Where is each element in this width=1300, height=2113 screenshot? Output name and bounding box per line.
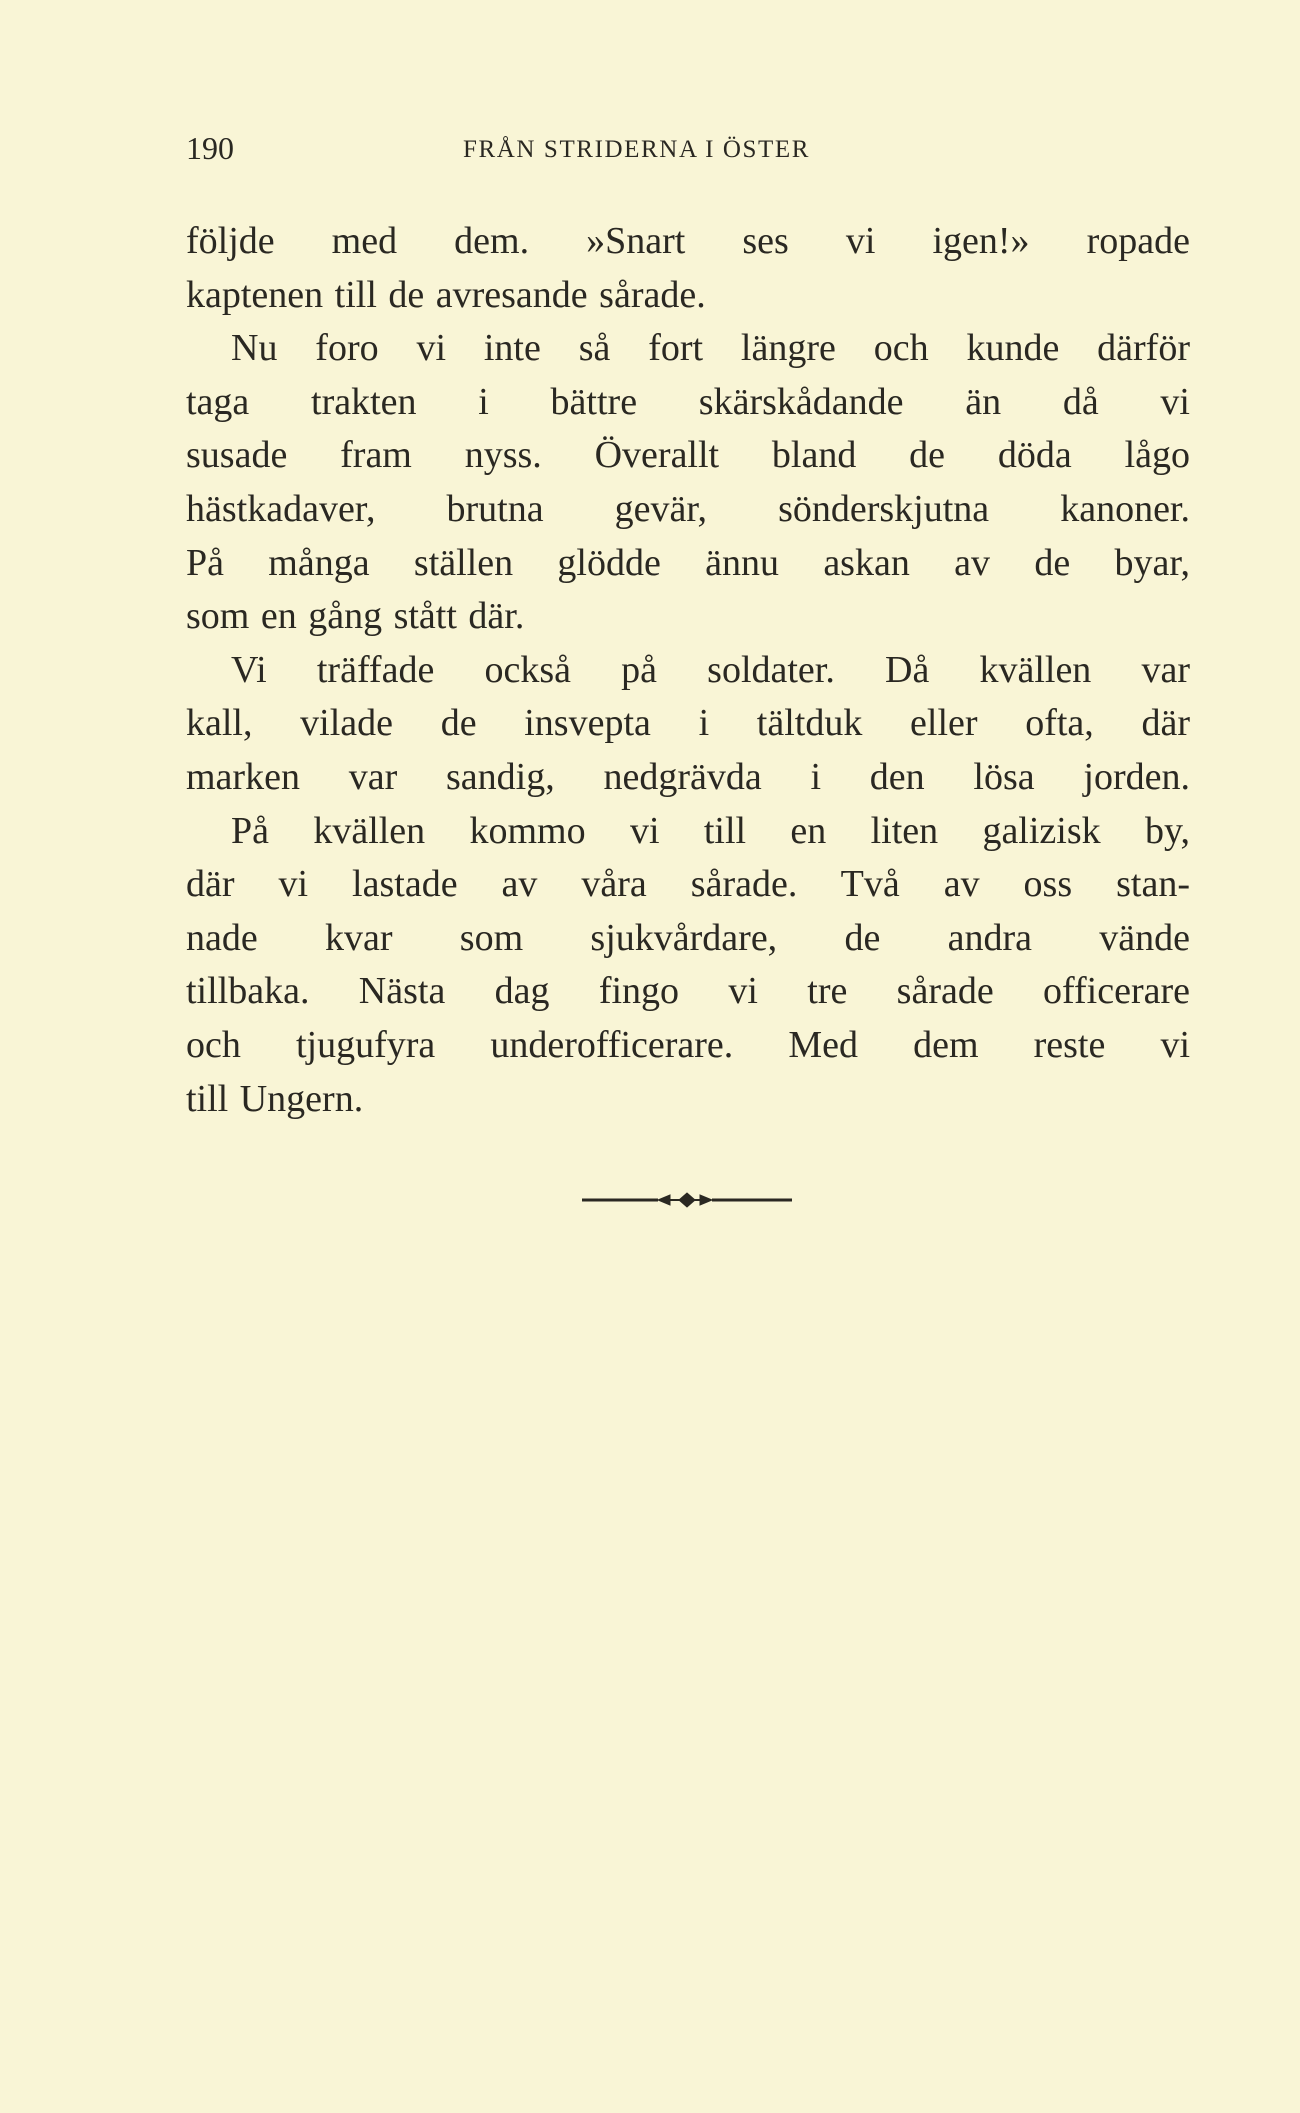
text-line: Vi träffade också på soldater. Då kvällen var: [231, 648, 1190, 691]
text-line: marken var sandig, nedgrävda i den lösa jorden.: [186, 755, 1190, 798]
text-line: hästkadaver, brutna gevär, sönderskjutna kanoner.: [186, 487, 1190, 530]
page-number: 190: [186, 130, 234, 166]
text-line: till Ungern.: [186, 1077, 364, 1120]
text-line: kaptenen till de avresande sårade.: [186, 273, 706, 316]
text-line: kall, vilade de insvepta i tältduk eller ofta, där: [186, 702, 1190, 745]
text-line: nade kvar som sjukvårdare, de andra vände: [186, 916, 1190, 959]
text-line: tillbaka. Nästa dag fingo vi tre sårade officerare: [186, 970, 1190, 1013]
text-line: På många ställen glödde ännu askan av de byar,: [186, 541, 1190, 584]
running-title: FRÅN STRIDERNA I ÖSTER: [463, 136, 811, 163]
book-page: [186, 130, 1190, 1120]
text-line: följde med dem. »Snart ses vi igen!» ropade: [186, 220, 1190, 262]
body-text: [186, 215, 1190, 1126]
text-line: som en gång stått där.: [186, 595, 525, 638]
text-line: där vi lastade av våra sårade. Två av oss stan-: [186, 863, 1190, 906]
page-header: [186, 130, 1190, 180]
text-line: och tjugufyra underofficerare. Med dem reste vi: [186, 1023, 1190, 1066]
text-line: Nu foro vi inte så fort längre och kunde därför: [231, 327, 1190, 370]
text-line: taga trakten i bättre skärskådande än då vi: [186, 380, 1190, 423]
text-line: På kvällen kommo vi till en liten galizisk by,: [231, 809, 1190, 852]
text-line: susade fram nyss. Överallt bland de döda lågo: [186, 434, 1190, 477]
tailpiece-ornament-icon: [582, 1190, 792, 1210]
